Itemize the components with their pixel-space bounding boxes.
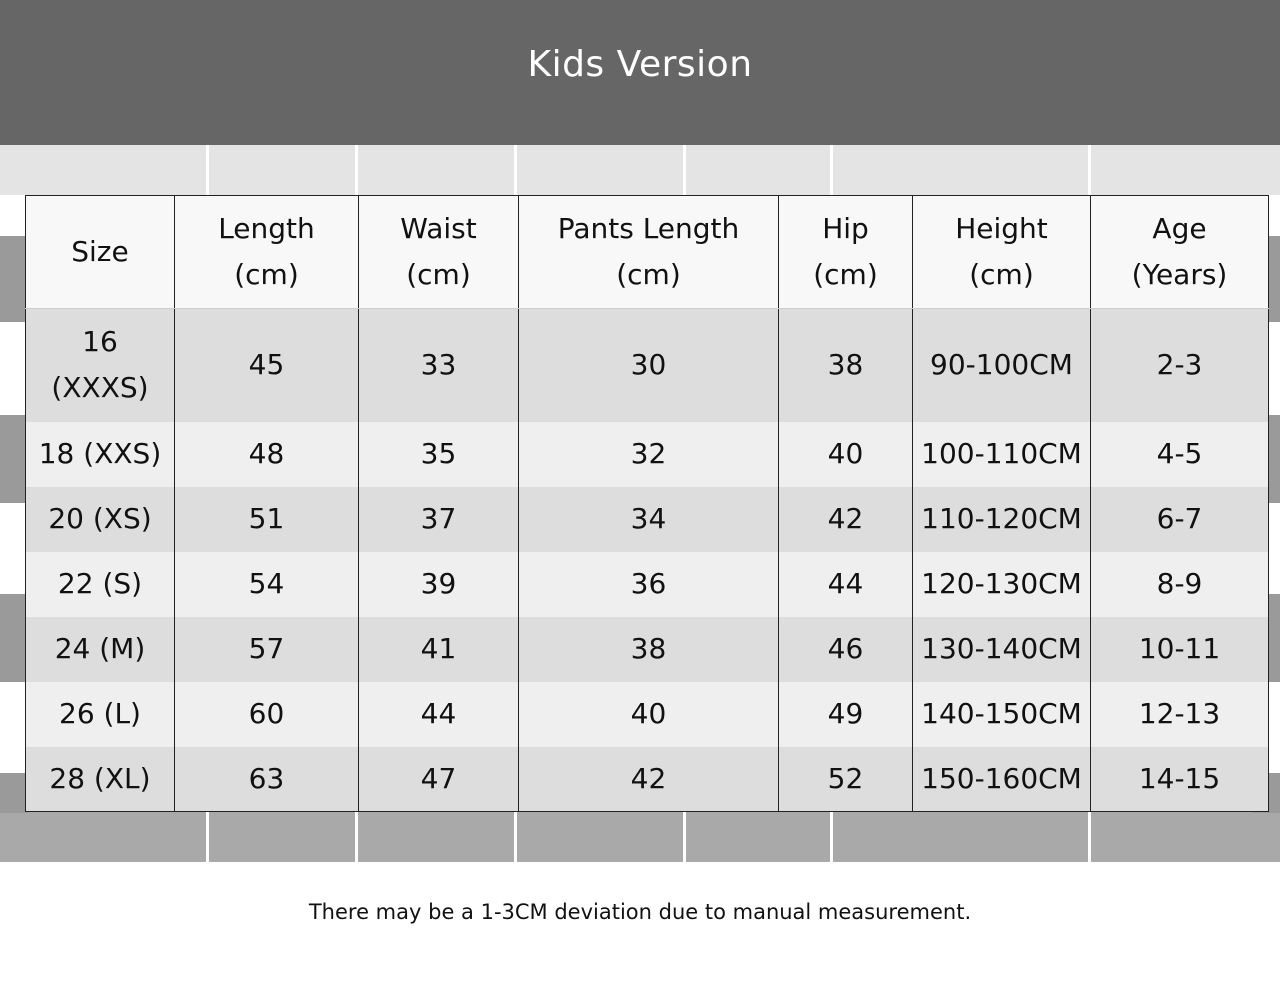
- size-cell: [26, 422, 175, 487]
- background-stripe: [0, 594, 28, 682]
- measurement-cell: 140-150CM: [913, 682, 1091, 747]
- table-row: [26, 617, 1269, 682]
- measurement-cell: 38: [519, 617, 779, 682]
- measurement-cell: 46: [779, 617, 913, 682]
- size-table: [25, 195, 1269, 812]
- measurement-cell: 44: [779, 552, 913, 617]
- measurement-cell: 150-160CM: [913, 747, 1091, 812]
- background-divider: [514, 810, 517, 862]
- size-cell: [26, 682, 175, 747]
- background-divider: [355, 145, 358, 195]
- background-divider: [206, 810, 209, 862]
- size-label-line: 18 (XXS): [38, 436, 162, 470]
- column-header: [1091, 196, 1269, 309]
- column-header-line: Size: [71, 234, 129, 268]
- column-header: [175, 196, 359, 309]
- size-cell: [26, 552, 175, 617]
- size-chart: [25, 195, 1268, 811]
- measurement-cell: 8-9: [1091, 552, 1269, 617]
- measurement-cell: 34: [519, 487, 779, 552]
- measurement-cell: 14-15: [1091, 747, 1269, 812]
- measurement-cell: 110-120CM: [913, 487, 1091, 552]
- background-divider: [514, 145, 517, 195]
- table-row: [26, 487, 1269, 552]
- table-row: [26, 309, 1269, 422]
- background-stripe: [0, 773, 28, 813]
- measurement-cell: 39: [359, 552, 519, 617]
- column-header-line: Pants Length: [557, 211, 740, 245]
- column-header-line: Height: [955, 211, 1048, 245]
- measurement-cell: 33: [359, 309, 519, 422]
- measurement-cell: 41: [359, 617, 519, 682]
- background-stripe: [0, 415, 28, 503]
- size-cell: [26, 487, 175, 552]
- column-header-line: Age: [1152, 211, 1207, 245]
- measurement-cell: 4-5: [1091, 422, 1269, 487]
- measurement-cell: 10-11: [1091, 617, 1269, 682]
- measurement-cell: 47: [359, 747, 519, 812]
- measurement-cell: 51: [175, 487, 359, 552]
- measurement-cell: 63: [175, 747, 359, 812]
- measurement-cell: 32: [519, 422, 779, 487]
- background-divider: [206, 145, 209, 195]
- title-banner: [0, 0, 1280, 145]
- size-label-line: 26 (L): [59, 696, 141, 730]
- table-header-row: [26, 196, 1269, 309]
- measurement-cell: 40: [519, 682, 779, 747]
- background-divider: [683, 810, 686, 862]
- table-row: [26, 422, 1269, 487]
- table-row: [26, 682, 1269, 747]
- measurement-cell: 60: [175, 682, 359, 747]
- size-label-line: 16: [82, 325, 118, 359]
- background-divider: [355, 810, 358, 862]
- measurement-cell: 49: [779, 682, 913, 747]
- measurement-cell: 42: [779, 487, 913, 552]
- page-title: Kids Version: [527, 44, 753, 85]
- measurement-cell: 90-100CM: [913, 309, 1091, 422]
- background-stripe: [0, 236, 28, 322]
- background-divider: [830, 145, 833, 195]
- background-divider: [1088, 145, 1091, 195]
- table-row: [26, 747, 1269, 812]
- measurement-cell: 42: [519, 747, 779, 812]
- measurement-cell: 40: [779, 422, 913, 487]
- measurement-cell: 54: [175, 552, 359, 617]
- measurement-cell: 57: [175, 617, 359, 682]
- measurement-cell: 44: [359, 682, 519, 747]
- column-header-line: (cm): [969, 258, 1034, 291]
- column-header-line: Hip: [822, 211, 869, 245]
- measurement-cell: 30: [519, 309, 779, 422]
- size-cell: [26, 617, 175, 682]
- background-divider: [683, 145, 686, 195]
- measurement-cell: 37: [359, 487, 519, 552]
- size-label-line: (XXXS): [51, 371, 149, 405]
- size-label-line: 28 (XL): [49, 761, 151, 795]
- size-cell: [26, 309, 175, 422]
- column-header-line: (cm): [616, 258, 681, 291]
- measurement-cell: 48: [175, 422, 359, 487]
- size-label-line: 22 (S): [57, 566, 143, 600]
- measurement-note: There may be a 1-3CM deviation due to manual measurement.: [308, 900, 972, 924]
- size-label-line: 20 (XS): [48, 501, 152, 535]
- measurement-cell: 45: [175, 309, 359, 422]
- size-cell: [26, 747, 175, 812]
- column-header-line: (cm): [813, 258, 878, 291]
- measurement-cell: 120-130CM: [913, 552, 1091, 617]
- measurement-cell: 12-13: [1091, 682, 1269, 747]
- measurement-cell: 6-7: [1091, 487, 1269, 552]
- table-body: [26, 309, 1269, 812]
- column-header: [913, 196, 1091, 309]
- measurement-cell: 100-110CM: [913, 422, 1091, 487]
- measurement-cell: 52: [779, 747, 913, 812]
- measurement-cell: 36: [519, 552, 779, 617]
- measurement-cell: 2-3: [1091, 309, 1269, 422]
- column-header: [779, 196, 913, 309]
- column-header-line: (cm): [234, 258, 299, 291]
- background-divider: [830, 810, 833, 862]
- background-divider: [1088, 810, 1091, 862]
- table-row: [26, 552, 1269, 617]
- column-header-line: (Years): [1131, 258, 1228, 291]
- column-header-line: Length: [218, 211, 315, 245]
- size-label-line: 24 (M): [54, 631, 146, 665]
- measurement-cell: 38: [779, 309, 913, 422]
- column-header-line: (cm): [406, 258, 471, 291]
- measurement-cell: 35: [359, 422, 519, 487]
- column-header: [519, 196, 779, 309]
- column-header: [359, 196, 519, 309]
- column-header: [26, 196, 175, 309]
- column-header-line: Waist: [400, 211, 477, 245]
- measurement-cell: 130-140CM: [913, 617, 1091, 682]
